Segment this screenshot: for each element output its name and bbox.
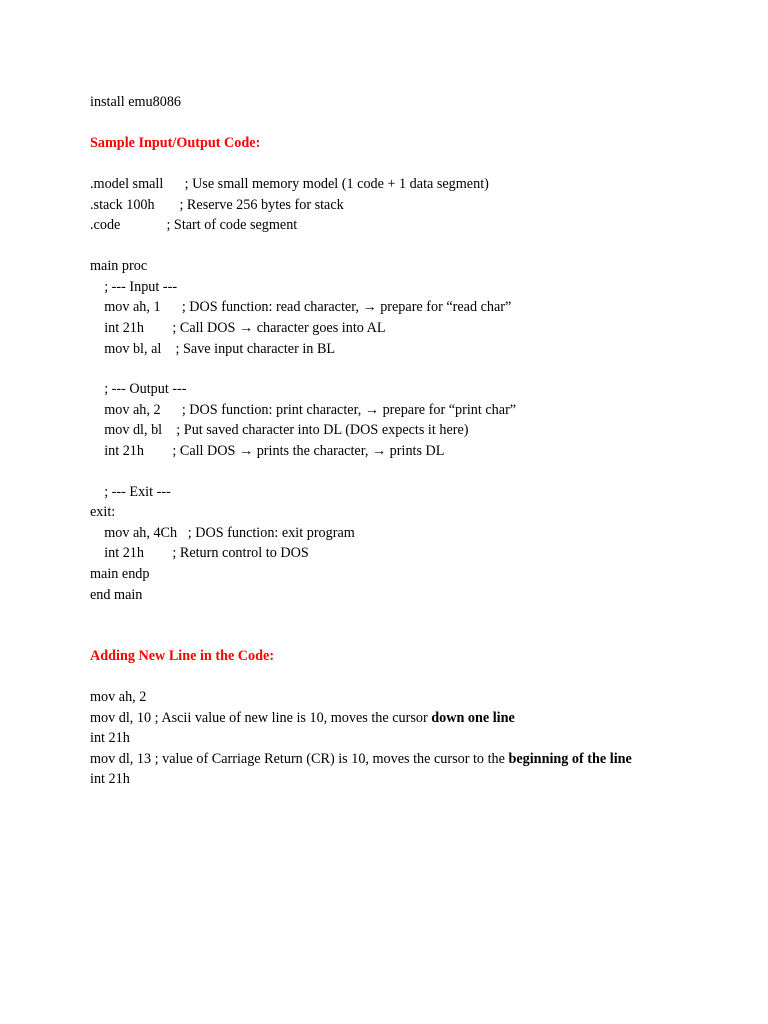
code-line: mov ah, 1 ; DOS function: read character, → prepare for “read char”: [90, 299, 512, 315]
code-line: int 21h ; Return control to DOS: [90, 545, 309, 561]
section-heading-newline: Adding New Line in the Code:: [90, 648, 275, 664]
emphasis-text: down one line: [431, 710, 515, 726]
code-text: mov dl, 10 ; Ascii value of new line is 10, moves the cursor: [90, 710, 432, 726]
code-comment-line: ; --- Exit ---: [90, 484, 171, 500]
code-line: exit:: [90, 504, 116, 520]
code-line: .code ; Start of code segment: [90, 217, 298, 233]
section-heading-io: Sample Input/Output Code:: [90, 135, 261, 151]
code-line: int 21h: [90, 771, 130, 787]
code-text: mov dl, 13 ; value of Carriage Return (CR) is 10, moves the cursor to the: [90, 751, 509, 767]
code-line: mov bl, al ; Save input character in BL: [90, 341, 336, 357]
code-line: .stack 100h ; Reserve 256 bytes for stack: [90, 197, 344, 213]
code-line: end main: [90, 587, 143, 603]
code-line: [90, 708, 515, 728]
code-comment-line: ; --- Input ---: [90, 279, 178, 295]
code-line: [90, 749, 632, 769]
code-line: mov ah, 4Ch ; DOS function: exit program: [90, 525, 355, 541]
code-line: int 21h ; Call DOS → character goes into AL: [90, 320, 386, 336]
code-line: mov ah, 2: [90, 689, 147, 705]
emphasis-text: beginning of the line: [508, 751, 632, 767]
code-line: int 21h ; Call DOS → prints the character, → prints DL: [90, 443, 445, 459]
intro-text: install emu8086: [90, 94, 182, 110]
code-line: mov dl, bl ; Put saved character into DL (DOS expects it here): [90, 422, 469, 438]
code-line: int 21h: [90, 730, 130, 746]
code-line: main endp: [90, 566, 150, 582]
code-line: .model small ; Use small memory model (1 code + 1 data segment): [90, 176, 489, 192]
code-line: main proc: [90, 258, 148, 274]
code-line: mov ah, 2 ; DOS function: print character, → prepare for “print char”: [90, 402, 517, 418]
code-comment-line: ; --- Output ---: [90, 381, 187, 397]
